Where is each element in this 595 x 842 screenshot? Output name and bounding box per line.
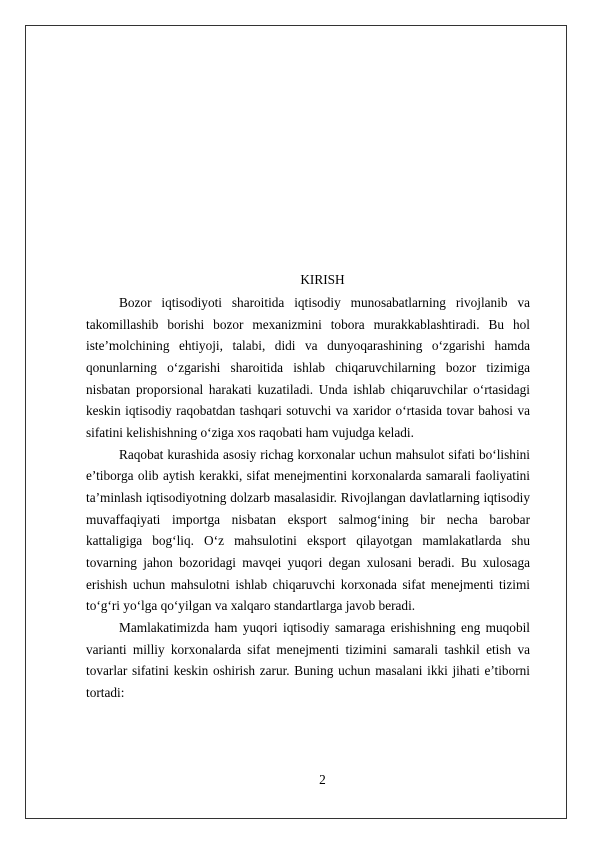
paragraph: Bozor iqtisodiyoti sharoitida iqtisodiy munosabatlarning rivojlanib va takomillashib borishi bozor mexanizmini tobora murakkablashtiradi. Bu hol iste’molchining ehtiyoji, talabi, didi va dunyoqarashining o‘zgarishi hamda qonunlarning o‘zgarishi sharoitida ishlab chiqaruvchilarning bozor tizimiga nisbatan proporsional harakati kuzatiladi. Unda ishlab chiqaruvchilar o‘rtasidagi keskin iqtisodiy raqobatdan tashqari sotuvchi va xaridor o‘rtasida tovar bahosi va sifatini kelishishning o‘ziga xos raqobati ham vujudga keladi.: [86, 295, 530, 440]
paragraph: Mamlakatimizda ham yuqori iqtisodiy samaraga erishishning eng muqobil varianti milliy korxonalarda sifat menejmenti tizimini samarali tashkil etish va tovarlar sifatini keskin oshirish zarur. Buning uchun masalani ikki jihati e’tiborni tortadi:: [86, 619, 530, 700]
paragraph: Raqobat kurashida asosiy richag korxonalar uchun mahsulot sifati bo‘lishini e’tiborga olib aytish kerakki, sifat menejmentini korxonalarda samarali faoliyatini ta’minlash iqtisodiyotning dolzarb masalasidir. Rivojlangan davlatlarning iqtisodiy muvaffaqiyati importga nisbatan eksport salmog‘ining bir necha barobar kattaligiga bog‘liq. O‘z mahsulotini eksport qilayotgan mamlakatlarda shu tovarning jahon bozoridagi mavqei yuqori degan xulosani beradi. Bu xulosaga erishish uchun mahsulotni ishlab chiqaruvchi korxonada sifat menejmenti tizimi to‘g‘ri yo‘lga qo‘yilgan va xalqaro standartlarga javob beradi.: [86, 446, 530, 614]
page-number: 2: [319, 772, 326, 787]
body-text: [86, 292, 530, 703]
section-heading: KIRISH: [300, 272, 345, 287]
